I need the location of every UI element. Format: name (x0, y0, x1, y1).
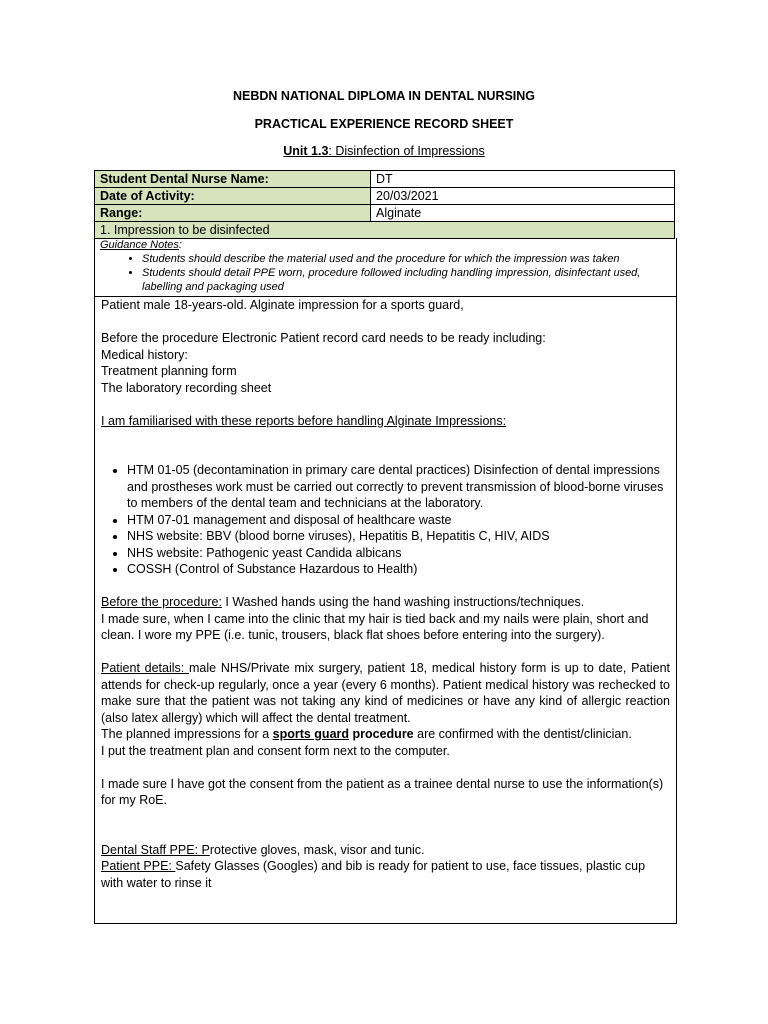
before-procedure-label: Before the procedure: (101, 595, 222, 609)
date-value: 20/03/2021 (371, 188, 675, 205)
table-row (95, 188, 675, 205)
name-label: Student Dental Nurse Name: (95, 171, 371, 188)
name-value: DT (371, 171, 675, 188)
guidance-label: Guidance Notes (100, 239, 179, 251)
list-item: • HTM 01-05 (decontamination in primary care dental practices) Disinfection of dental impressions and prostheses work must be carried out correctly to prevent transmission of blood-borne viruses to members of the dental team and technicians at the laboratory. (127, 462, 670, 512)
section-heading: 1. Impression to be disinfected (95, 222, 675, 239)
guidance-colon: : (178, 239, 182, 251)
patient-details-text: male NHS/Private mix surgery, patient 18, medical history form is up to date, Patient attends for check-up regularly, once a year (every 6 months). Patient medical history was rechecked to make sure that the patient was not taking any kind of medicines or have any kind of allergic reaction (also latex allergy) which will affect the dental treatment. (101, 661, 670, 725)
document-title: NEBDN NATIONAL DIPLOMA IN DENTAL NURSING (232, 89, 536, 103)
patient-details-label: Patient details: (101, 661, 189, 675)
document-subtitle: PRACTICAL EXPERIENCE RECORD SHEET (254, 117, 514, 131)
list-item: • Students should detail PPE worn, procedure followed including handling impression, disinfectant used, labelling and packaging used (142, 266, 671, 294)
patient-ppe-text: Safety Glasses (Googles) and bib is ready for patient to use, face tissues, plastic cup with water to rinse it (101, 859, 646, 890)
table-row (95, 171, 675, 188)
range-label: Range: (95, 205, 371, 222)
record-item: Medical history: (101, 347, 188, 362)
before-procedure-detail: I made sure, when I came into the clinic that my hair is tied back and my nails were plain, short and clean. I wore my PPE (i.e. tunic, trousers, black flat shoes before entering into the surgery). (101, 611, 649, 642)
unit-number: Unit 1.3 (283, 144, 329, 158)
staff-ppe (101, 842, 670, 859)
list-item: • HTM 07-01 management and disposal of healthcare waste (127, 512, 670, 529)
treatment-plan-text: I put the treatment plan and consent form next to the computer. (101, 743, 450, 758)
record-body (94, 297, 677, 924)
staff-ppe-label: Dental Staff PPE: P (101, 842, 210, 857)
consent-text: I made sure I have got the consent from the patient as a trainee dental nurse to use the information(s) for my RoE. (101, 776, 664, 807)
patient-details (101, 660, 670, 726)
list-item: • NHS website: Pathogenic yeast Candida albicans (127, 545, 670, 562)
before-procedure-text: I Washed hands using the hand washing instructions/techniques. (221, 595, 585, 609)
familiarised-heading: I am familiarised with these reports before handling Alginate Impressions: (101, 413, 507, 428)
record-item: Treatment planning form (101, 364, 237, 378)
reference-list (101, 462, 670, 578)
guidance-list (100, 252, 671, 294)
record-intro: Before the procedure Electronic Patient record card needs to be ready including: (101, 331, 546, 345)
intro-text: Patient male 18-years-old. Alginate impression for a sports guard, (101, 298, 464, 312)
student-info-table (94, 170, 675, 239)
section-header-row (95, 222, 675, 239)
record-item: The laboratory recording sheet (101, 380, 272, 395)
table-row (95, 205, 675, 222)
before-procedure (101, 594, 670, 611)
planned-impressions: The planned impressions for a sports guard procedure are confirmed with the dentist/clinician. (101, 727, 632, 741)
date-label: Date of Activity: (95, 188, 371, 205)
staff-ppe-text: rotective gloves, mask, visor and tunic. (209, 842, 425, 857)
sports-guard-term: sports guard (272, 727, 350, 741)
guidance-notes (94, 238, 677, 297)
patient-ppe-label: Patient PPE: (101, 859, 176, 873)
patient-ppe (101, 858, 670, 891)
list-item: • Students should describe the material used and the procedure for which the impression was taken (142, 252, 671, 266)
list-item: • COSSH (Control of Substance Hazardous to Health) (127, 561, 670, 578)
range-value: Alginate (371, 205, 675, 222)
unit-title: : Disinfection of Impressions (328, 144, 485, 158)
list-item: • NHS website: BBV (blood borne viruses), Hepatitis B, Hepatitis C, HIV, AIDS (127, 528, 670, 545)
unit-heading (0, 144, 768, 158)
